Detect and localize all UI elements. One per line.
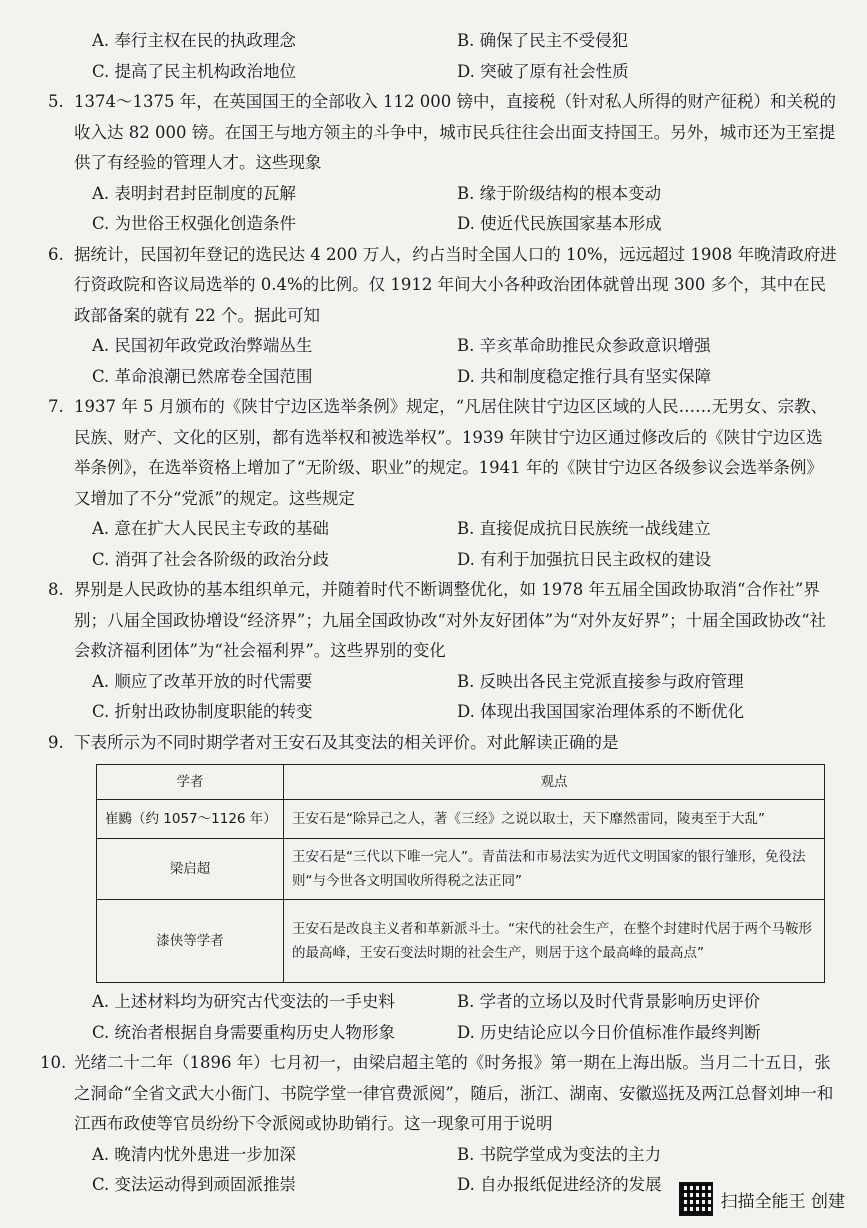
q5-option-d[interactable]: D. 使近代民族国家基本形成 — [457, 214, 662, 233]
q5-options — [74, 179, 837, 240]
q6-text: 据统计，民国初年登记的选民达 4 200 万人，约占当时全国人口的 10%，远远超过 1908 年晚清政府进行资政院和咨议局选举的 0.4%的比例。仅 1912 年间大小各种政治团体就曾出现 300 多个，其中在民政部备案的就有 22 个。据此可知 — [74, 244, 837, 325]
q7-text: 1937 年 5 月颁布的《陕甘宁边区选举条例》规定，“凡居住陕甘宁边区区域的人民……无男女、宗教、民族、财产、文化的区别，都有选举权和被选举权”。1939 年陕甘宁边区通过修改后的《陕甘宁边区选举条例》，在选举资格上增加了“无阶级、职业”的规定。1941 年的《陕甘宁边区各级参议会选举条例》又增加了不分“党派”的规定。这些规定 — [74, 397, 828, 508]
scanner-watermark — [679, 1182, 845, 1216]
q5-option-a[interactable]: A. 表明封君封臣制度的瓦解 — [92, 183, 296, 203]
q10-option-c[interactable]: C. 变法运动得到顽固派推崇 — [92, 1175, 297, 1194]
q6-number: 6. — [48, 244, 64, 264]
table-cell-view: 王安石是改良主义者和革新派斗士。“宋代的社会生产，在整个封建时代居于两个马鞍形的最高峰，王安石变法时期的社会生产，则居于这个最高峰的最高点” — [284, 900, 825, 983]
q8-number: 8. — [48, 580, 64, 599]
q6-option-d[interactable]: D. 共和制度稳定推行具有坚实保障 — [457, 366, 712, 386]
q7-option-c[interactable]: C. 消弭了社会各阶级的政治分歧 — [92, 549, 330, 569]
q4-option-d[interactable]: D. 突破了原有社会性质 — [457, 61, 629, 81]
q9-option-b[interactable]: B. 学者的立场以及时代背景影响历史评价 — [457, 992, 761, 1011]
q9-table-wrap — [96, 764, 825, 983]
q6-stem — [48, 240, 837, 332]
q6-option-a[interactable]: A. 民国初年政党政治弊端丛生 — [92, 336, 313, 355]
q8-option-a[interactable]: A. 顺应了改革开放的时代需要 — [92, 671, 313, 691]
q4-option-a[interactable]: A. 奉行主权在民的执政理念 — [92, 31, 296, 50]
table-header-view: 观点 — [284, 765, 825, 800]
q10-option-d[interactable]: D. 自办报纸促进经济的发展 — [457, 1175, 662, 1194]
q7-options — [74, 514, 837, 575]
q5-text: 1374～1375 年，在英国国王的全部收入 112 000 镑中，直接税（针对私人所得的财产征税）和关税的收入达 82 000 镑。在国王与地方领主的斗争中，城市民兵往往会出面支持国王。另外，城市还为王室提供了有经验的管理人才。这些现象 — [74, 92, 836, 172]
table-cell-scholar: 漆侠等学者 — [97, 900, 284, 983]
table-cell-scholar: 梁启超 — [97, 839, 284, 900]
q7-stem — [48, 392, 837, 514]
q10-option-a[interactable]: A. 晚清内忧外患进一步加深 — [92, 1144, 296, 1164]
q10-stem — [40, 1048, 837, 1140]
table-header-scholar: 学者 — [97, 765, 284, 800]
q9-evaluation-table — [96, 764, 825, 983]
table-row — [97, 800, 825, 839]
q6-option-c[interactable]: C. 革命浪潮已然席卷全国范围 — [92, 366, 313, 386]
q4-option-c[interactable]: C. 提高了民主机构政治地位 — [92, 61, 297, 81]
q9-text: 下表所示为不同时期学者对王安石及其变法的相关评价。对此解读正确的是 — [74, 732, 619, 752]
q9-number: 9. — [48, 732, 64, 752]
q6-options — [74, 331, 837, 392]
q9-stem — [48, 728, 837, 759]
q9-option-a[interactable]: A. 上述材料均为研究古代变法的一手史料 — [92, 992, 395, 1011]
q9-option-c[interactable]: C. 统治者根据自身需要重构历史人物形象 — [92, 1022, 396, 1042]
q9-options — [74, 987, 837, 1048]
q7-option-b[interactable]: B. 直接促成抗日民族统一战线建立 — [457, 519, 711, 538]
q6-option-b[interactable]: B. 辛亥革命助推民众参政意识增强 — [457, 336, 711, 355]
q7-option-a[interactable]: A. 意在扩大人民民主专政的基础 — [92, 519, 329, 538]
q7-option-d[interactable]: D. 有利于加强抗日民主政权的建设 — [457, 549, 712, 569]
table-cell-view: 王安石是“除异己之人，著《三经》之说以取士，天下靡然雷同，陵夷至于大乱” — [284, 800, 825, 839]
q5-stem — [48, 87, 837, 179]
q9-option-d[interactable]: D. 历史结论应以今日价值标准作最终判断 — [457, 1022, 761, 1042]
table-header-row — [97, 765, 825, 800]
q5-option-c[interactable]: C. 为世俗王权强化创造条件 — [92, 214, 297, 233]
q5-option-b[interactable]: B. 缘于阶级结构的根本变动 — [457, 183, 662, 203]
q10-option-b[interactable]: B. 书院学堂成为变法的主力 — [457, 1144, 662, 1164]
scanner-label: 扫描全能王 创建 — [720, 1191, 845, 1212]
table-cell-scholar: 崔鶠（约 1057～1126 年） — [97, 800, 284, 839]
q8-option-d[interactable]: D. 体现出我国国家治理体系的不断优化 — [457, 702, 745, 721]
q4-option-b[interactable]: B. 确保了民主不受侵犯 — [457, 31, 629, 50]
q7-number: 7. — [48, 397, 64, 416]
q10-number: 10. — [40, 1053, 67, 1072]
q8-text: 界别是人民政协的基本组织单元，并随着时代不断调整优化，如 1978 年五届全国政协取消“合作社”界别；八届全国政协增设“经济界”；九届全国政协改“对外友好团体”为“对外友好界”；十届全国政协改“社会救济福利团体”为“社会福利界”。这些界别的变化 — [74, 580, 827, 660]
q8-option-c[interactable]: C. 折射出政协制度职能的转变 — [92, 702, 313, 721]
q8-stem — [48, 575, 837, 667]
qr-code-icon — [679, 1182, 713, 1216]
q4-options — [74, 26, 837, 87]
q8-options — [74, 667, 837, 728]
q10-text: 光绪二十二年（1896 年）七月初一，由梁启超主笔的《时务报》第一期在上海出版。当月二十五日，张之洞命“全省文武大小衙门、书院学堂一律官费派阅”，随后，浙江、湖南、安徽巡抚及两江总督刘坤一和江西布政使等官员纷纷下令派阅或协助销行。这一现象可用于说明 — [74, 1053, 834, 1133]
q8-option-b[interactable]: B. 反映出各民主党派直接参与政府管理 — [457, 671, 744, 691]
q5-number: 5. — [48, 92, 64, 111]
table-row — [97, 839, 825, 900]
table-cell-view: 王安石是“三代以下唯一完人”。青苗法和市易法实为近代文明国家的银行雏形，免役法则“与今世各文明国收所得税之法正同” — [284, 839, 825, 900]
table-row — [97, 900, 825, 983]
